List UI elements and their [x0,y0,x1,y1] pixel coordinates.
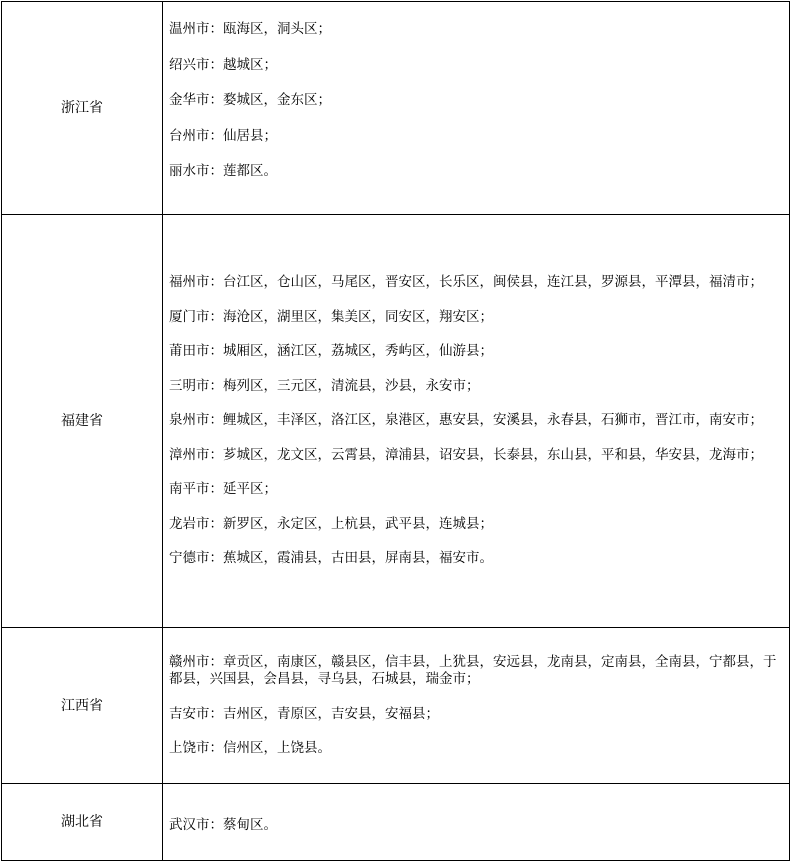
city-line: 丽水市：莲都区。 [169,163,277,180]
cities-cell [163,2,790,215]
city-line: 绍兴市：越城区； [169,56,277,73]
province-cell: 江西省 [2,628,163,784]
cities-cell [163,628,790,784]
table-row [2,2,790,215]
cities-cell [163,215,790,628]
city-line: 南平市：延平区； [169,481,277,498]
city-line: 莆田市：城厢区，涵江区，荔城区，秀屿区，仙游县； [169,343,493,360]
city-line: 武汉市：蔡甸区。 [169,817,277,834]
city-line: 宁德市：蕉城区，霞浦县，古田县，屏南县，福安市。 [169,550,493,567]
city-line: 吉安市：吉州区，青原区，吉安县，安福县； [169,705,439,722]
city-line: 台州市：仙居县； [169,127,277,144]
cities-cell [163,784,790,861]
table-row [2,215,790,628]
city-line: 龙岩市：新罗区，永定区，上杭县，武平县，连城县； [169,515,493,532]
city-line: 赣州市：章贡区，南康区，赣县区，信丰县，上犹县，安远县，龙南县，定南县，全南县，宁都县，于都县，兴国县，会昌县，寻乌县，石城县，瑞金市； [169,653,777,687]
city-line: 漳州市：芗城区，龙文区，云霄县，漳浦县，诏安县，长泰县，东山县，平和县，华安县，龙海市； [169,446,763,463]
table-row [2,628,790,784]
province-cell: 湖北省 [2,784,163,861]
table-row [2,784,790,861]
city-line: 上饶市：信州区，上饶县。 [169,740,331,756]
city-line: 温州市：瓯海区，洞头区； [169,21,331,38]
city-line: 厦门市：海沧区，湖里区，集美区，同安区，翔安区； [169,308,493,325]
city-line: 金华市：婺城区，金东区； [169,92,331,109]
region-table [1,1,790,861]
province-cell: 浙江省 [2,2,163,215]
province-cell: 福建省 [2,215,163,628]
city-line: 三明市：梅列区，三元区，清流县，沙县，永安市； [169,377,480,394]
city-line: 泉州市：鲤城区，丰泽区，洛江区，泉港区，惠安县，安溪县，永春县，石狮市，晋江市，南安市； [169,412,763,429]
city-line: 福州市：台江区，仓山区，马尾区，晋安区，长乐区，闽侯县，连江县，罗源县，平潭县，福清市； [169,274,763,291]
